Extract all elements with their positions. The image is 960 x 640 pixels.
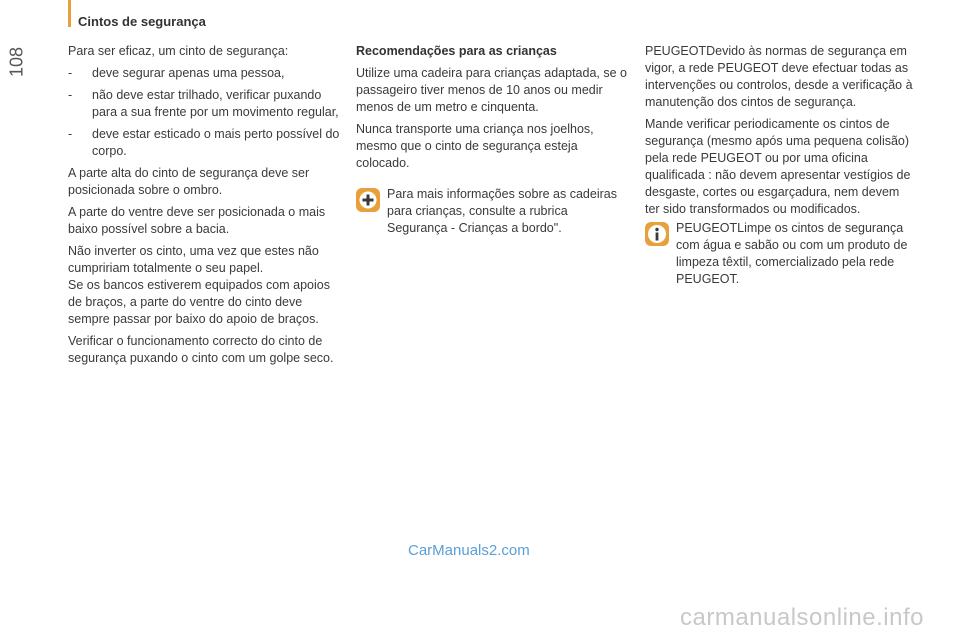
children-heading: Recomendações para as crianças [356, 44, 557, 58]
title-accent-bar [68, 0, 71, 27]
section-title: Cintos de segurança [78, 14, 206, 29]
column-1 [68, 43, 340, 372]
column-3 [645, 43, 917, 288]
bullet-text: não deve estar trilhado, verificar puxando para a sua frente por um movimento regular, [92, 88, 339, 119]
page-number [2, 40, 32, 84]
paragraph-upper-belt: A parte alta do cinto de segurança deve ser posicionada sobre o ombro. [68, 166, 310, 197]
bullet-item [68, 126, 340, 160]
watermark-carmanualsonline: carmanualsonline.info [680, 604, 924, 631]
paragraph-invert: Não inverter os cinto, uma vez que estes não cumpririam totalmente o seu papel. [68, 244, 319, 275]
bullet-item [68, 65, 340, 82]
paragraph-child-seat: Utilize uma cadeira para crianças adaptada, se o passageiro tiver menos de 10 anos ou medir menos de um metro e cinquenta. [356, 66, 627, 114]
intro-text: Para ser eficaz, um cinto de segurança: [68, 44, 289, 58]
bullet-dash: - [68, 127, 73, 141]
bullet-item [68, 87, 340, 121]
note-child-seats [356, 186, 628, 237]
paragraph-periodic-check: Mande verificar periodicamente os cintos de segurança (mesmo após uma pequena colisão) pela rede PEUGEOT ou por uma oficina qualificada : não devem apresentar vestígios de desgaste, cortes ou esgarçadura, nem devem ter sido transformados ou modificados. [645, 117, 911, 216]
info-icon [645, 222, 669, 246]
paragraph-armrest: Se os bancos estiverem equipados com apoios de braços, a parte do ventre do cinto deve sempre passar por baixo do apoio de braços. [68, 278, 330, 326]
note-text: Para mais informações sobre as cadeiras para crianças, consulte a rubrica Segurança - Crianças a bordo". [387, 187, 617, 235]
paragraph-child-lap: Nunca transporte uma criança nos joelhos, mesmo que o cinto de segurança esteja colocado. [356, 122, 594, 170]
bullet-text: deve segurar apenas uma pessoa, [92, 66, 285, 80]
watermark-carmanuals2: CarManuals2.com [408, 542, 530, 559]
bullet-dash: - [68, 88, 73, 102]
plus-icon [356, 188, 380, 212]
paragraph-lower-belt: A parte do ventre deve ser posicionada o mais baixo possível sobre a bacia. [68, 205, 326, 236]
note-text: PEUGEOTLimpe os cintos de segurança com água e sabão ou com um produto de limpeza têxtil, comercializado pela rede PEUGEOT. [676, 221, 908, 286]
bullet-text: deve estar esticado o mais perto possível do corpo. [92, 127, 340, 158]
paragraph-norms: PEUGEOTDevido às normas de segurança em vigor, a rede PEUGEOT deve efectuar todas as intervenções ou controlos, desde a verificação à manutenção dos cintos de segurança. [645, 44, 913, 109]
note-cleaning [645, 220, 917, 288]
bullet-dash: - [68, 66, 73, 80]
column-2 [356, 43, 628, 237]
page-number-text: 108 [6, 46, 27, 78]
paragraph-check-belt: Verificar o funcionamento correcto do cinto de segurança puxando o cinto com um golpe seco. [68, 334, 334, 365]
